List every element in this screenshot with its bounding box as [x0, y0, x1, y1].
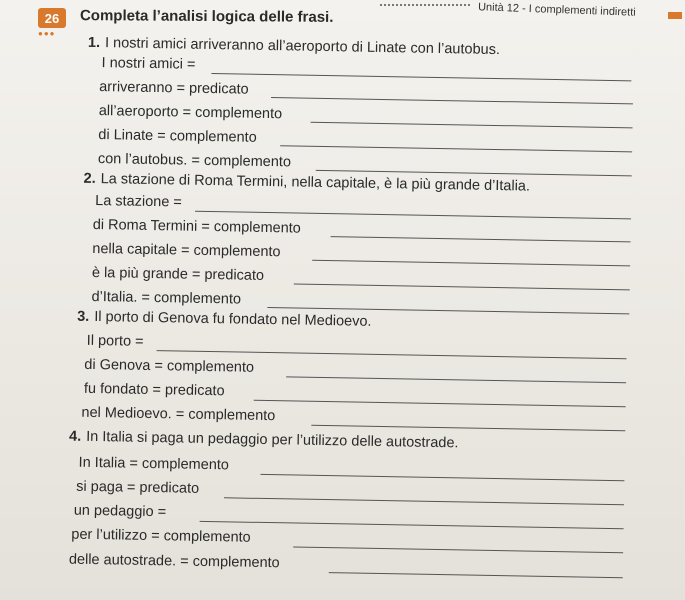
exercise-3-answer-3[interactable] [254, 400, 626, 407]
exercise-4-answer-4[interactable] [293, 546, 623, 553]
exercise-1-row-3: all’aeroporto = complemento [98, 103, 283, 123]
exercise-4-row-1: In Italia = complemento [78, 454, 230, 474]
exercise-4-answer-3[interactable] [200, 521, 624, 529]
exercise-1-sentence [88, 35, 500, 58]
exercise-1-row-4: di Linate = complemento [98, 127, 257, 146]
exercise-3-answer-4[interactable] [311, 425, 625, 431]
exercise-2-answer-2[interactable] [331, 236, 631, 242]
exercise-3-answer-2[interactable] [286, 376, 626, 383]
exercise-1-row-2: arriveranno = predicato [99, 79, 249, 98]
exercise-4-answer-2[interactable] [224, 497, 624, 505]
exercise-2-sentence [83, 171, 530, 195]
exercise-3-sentence [77, 309, 372, 330]
exercise-2-answer-3[interactable] [312, 260, 630, 267]
exercise-3-row-1: Il porto = [86, 332, 144, 350]
exercise-1-answer-1[interactable] [211, 73, 631, 81]
exercise-2-number: 2. [83, 170, 96, 187]
exercise-3-number: 3. [77, 308, 90, 325]
exercise-2-answer-4[interactable] [294, 283, 630, 290]
exercise-2-text: La stazione di Roma Termini, nella capitale, è la più grande d’Italia. [100, 171, 531, 195]
exercise-4-number: 4. [68, 428, 82, 445]
exercise-1-text: I nostri amici arriveranno all’aeroporto di Linate con l’autobus. [104, 35, 501, 59]
exercise-1-row-5: con l’autobus. = complemento [97, 151, 292, 171]
exercise-1-answer-3[interactable] [311, 122, 633, 129]
exercise-3-text: Il porto di Genova fu fondato nel Medioevo. [94, 308, 372, 330]
exercise-2-row-1: La stazione = [95, 192, 182, 211]
exercise-3-row-4: nel Medioevo. = complemento [81, 404, 276, 425]
exercise-1-row-1: I nostri amici = [101, 55, 196, 73]
exercise-2-answer-1[interactable] [195, 211, 631, 220]
exercise-4-text: In Italia si paga un pedaggio per l’utilizzo delle autostrade. [86, 428, 459, 452]
exercise-4-row-2: si paga = predicato [76, 478, 200, 497]
exercise-2-row-4: è la più grande = predicato [91, 264, 265, 284]
exercise-2-row-2: di Roma Termini = complemento [92, 216, 301, 237]
exercise-4-answer-5[interactable] [329, 572, 623, 578]
exercise-3-row-2: di Genova = complemento [84, 356, 255, 376]
exercise-2-row-3: nella capitale = complemento [92, 240, 281, 261]
exercise-1-answer-4[interactable] [280, 145, 632, 152]
exercise-3-answer-1[interactable] [157, 350, 627, 359]
unit-label: Unità 12 - I complementi indiretti [477, 1, 636, 19]
exercise-title: Completa l’analisi logica delle frasi. [79, 7, 334, 26]
exercise-1-number: 1. [87, 34, 101, 52]
exercise-4-row-4: per l’utilizzo = complemento [71, 526, 251, 546]
exercise-4-row-5: delle autostrade. = complemento [68, 551, 280, 572]
exercise-1-answer-2[interactable] [271, 97, 633, 104]
exercise-4-answer-1[interactable] [260, 474, 624, 481]
exercise-2-row-5: d’Italia. = complemento [91, 288, 242, 308]
exercise-4-row-3: un pedaggio = [73, 502, 167, 521]
exercise-4-sentence [69, 429, 459, 452]
exercise-3-row-3: fu fondato = predicato [83, 380, 225, 400]
badge-decoration: ●●● [38, 29, 56, 38]
exercise-number-badge: 26 [38, 8, 66, 28]
